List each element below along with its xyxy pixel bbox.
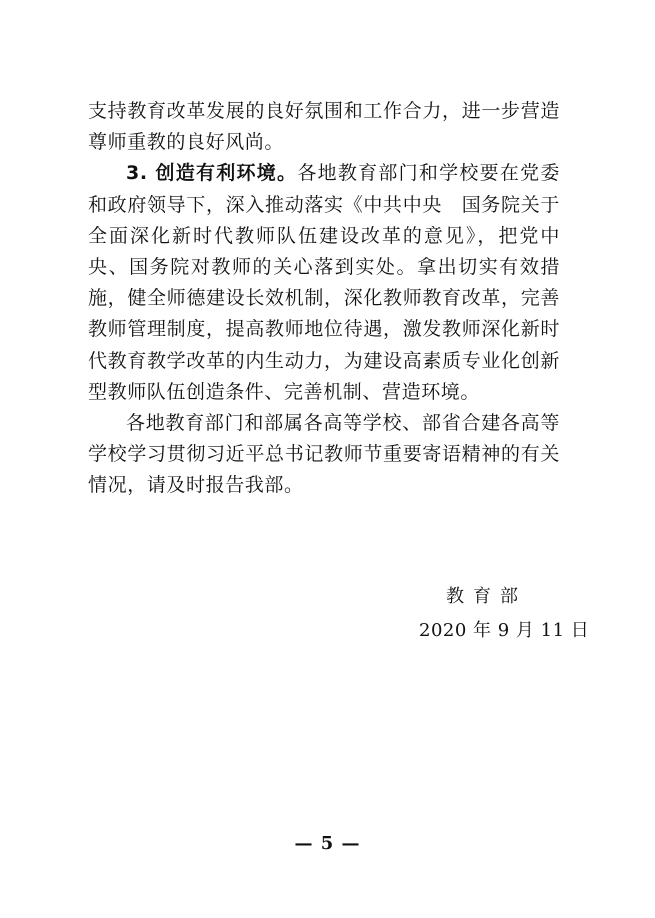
signature-organization: 教育部 <box>446 586 527 607</box>
paragraph-create-environment <box>88 158 560 408</box>
paragraph-body: 各地教育部门和学校要在党委和政府领导下，深入推动落实《中共中央 国务院关于全面深化新时代教师队伍建设改革的意见》，把党中央、国务院对教师的关心落到实处。拿出切实有效措施，健全师德建设长效机制，深化教师教育改革，完善教师管理制度，提高教师地位待遇，激发教师深化新时代教育教学改革的内生动力，为建设高素质专业化创新型教师队伍创造条件、完善机制、营造环境。 <box>88 162 560 403</box>
paragraph-report-request: 各地教育部门和部属各高等学校、部省合建各高等学校学习贯彻习近平总书记教师节重要寄语精神的有关情况，请及时报告我部。 <box>88 412 560 497</box>
paragraph-heading: 3. 创造有利环境。 <box>126 162 298 185</box>
paragraph-continuation: 支持教育改革发展的良好氛围和工作合力，进一步营造尊师重教的良好风尚。 <box>88 100 560 154</box>
page-number: — 5 — <box>294 833 361 854</box>
signature-date: 2020 年 9 月 11 日 <box>419 620 590 641</box>
document-body <box>88 96 560 502</box>
